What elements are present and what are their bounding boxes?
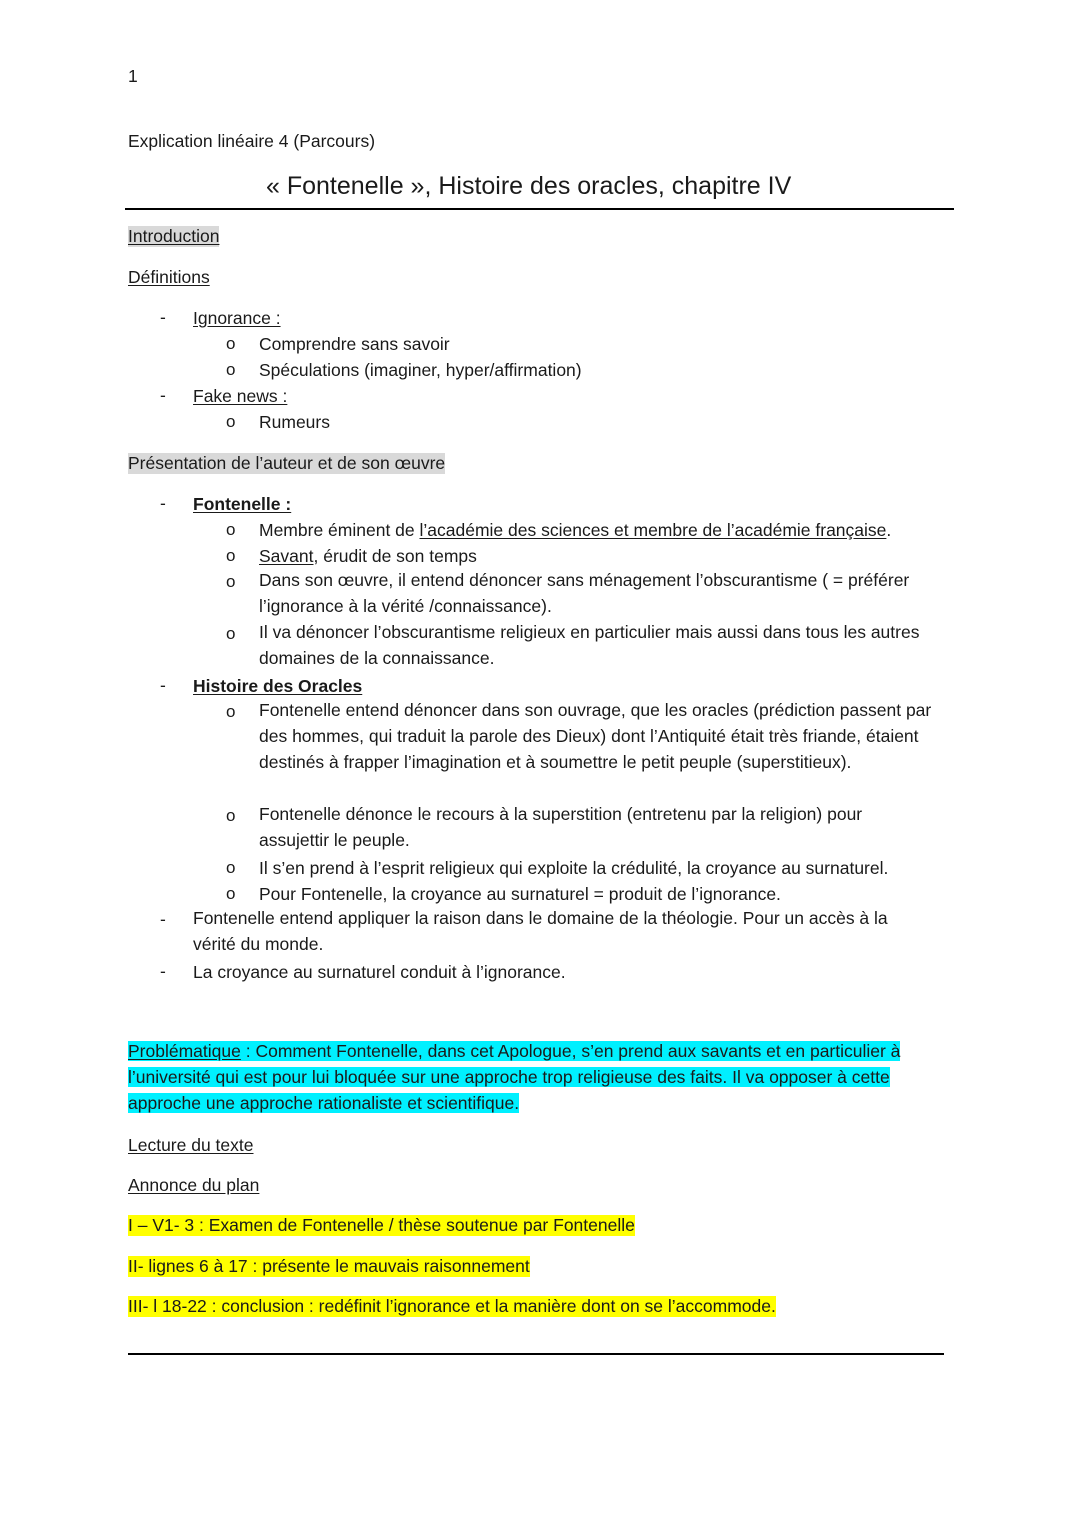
bottom-rule: [128, 1353, 944, 1355]
fontenelle-label: Fontenelle :: [193, 494, 292, 514]
oracles-point: Fontenelle entend dénoncer dans son ouvrage, que les oracles (prédiction passent par des hommes, qui traduit la parole des Dieux) dont l’Antiquité était très friande, étaient destinés à frapper l’imagination et à soumettre le petit peuple (superstitieux).: [259, 700, 932, 772]
fontenelle-point: [259, 546, 477, 567]
circle-bullet-icon: o: [226, 624, 236, 643]
dash-marker: -: [160, 909, 166, 929]
plan-item: III- l 18-22 : conclusion : redéfinit l’ignorance et la manière dont on se l’accommode.: [128, 1296, 776, 1316]
circle-bullet-icon: o: [226, 546, 236, 565]
circle-bullet-icon: o: [226, 334, 236, 353]
plan-item: II- lignes 6 à 17 : présente le mauvais raisonnement: [128, 1256, 530, 1276]
circle-bullet-icon: o: [226, 412, 236, 431]
text-segment: .: [886, 520, 892, 540]
dash-marker: -: [160, 307, 166, 327]
problematique-paragraph: [128, 1038, 948, 1116]
plan-item: I – V1- 3 : Examen de Fontenelle / thèse soutenue par Fontenelle: [128, 1215, 635, 1235]
ignorance-label: Ignorance :: [193, 308, 281, 328]
fontenelle-point: [259, 520, 891, 541]
underlined-segment: Savant: [259, 546, 314, 566]
fakenews-label: Fake news :: [193, 386, 288, 406]
oracles-point: Fontenelle dénonce le recours à la superstition (entretenu par la religion) pour assujettir le peuple.: [259, 804, 863, 850]
text-segment: Membre éminent de: [259, 520, 420, 540]
problematique-text: : Comment Fontenelle, dans cet Apologue, s’en prend aux savants et en particulier à l’université qui est pour lui bloquée sur une approche trop religieuse des faits. Il va opposer à cette approche une approche rationaliste et scientifique.: [128, 1041, 901, 1113]
fontenelle-point: Dans son œuvre, il entend dénoncer sans ménagement l’obscurantisme ( = préférer l’ignorance à la vérité /connaissance).: [259, 570, 910, 616]
oracles-point: Pour Fontenelle, la croyance au surnaturel = produit de l’ignorance.: [259, 884, 781, 904]
title-rule: [125, 208, 954, 210]
dash-marker: -: [160, 385, 166, 405]
presentation-point: La croyance au surnaturel conduit à l’ignorance.: [193, 962, 566, 982]
annonce-heading: Annonce du plan: [128, 1175, 260, 1195]
dash-marker: -: [160, 961, 166, 981]
circle-bullet-icon: o: [226, 884, 236, 903]
circle-bullet-icon: o: [226, 702, 236, 721]
circle-bullet-icon: o: [226, 806, 236, 825]
fontenelle-point: Il va dénoncer l’obscurantisme religieux en particulier mais aussi dans tous les autres domaines de la connaissance.: [259, 622, 920, 668]
oracles-point: Il s’en prend à l’esprit religieux qui exploite la crédulité, la croyance au surnaturel.: [259, 858, 889, 878]
definitions-heading: Définitions: [128, 267, 210, 287]
page-number: 1: [128, 66, 138, 86]
circle-bullet-icon: o: [226, 858, 236, 877]
text-segment: , érudit de son temps: [313, 546, 477, 566]
oracles-label: Histoire des Oracles: [193, 676, 363, 696]
presentation-heading: Présentation de l’auteur et de son œuvre: [128, 453, 446, 473]
document-title: « Fontenelle », Histoire des oracles, chapitre IV: [266, 172, 792, 200]
fakenews-item: Rumeurs: [259, 412, 330, 432]
introduction-heading: Introduction: [128, 226, 220, 246]
circle-bullet-icon: o: [226, 520, 236, 539]
dash-marker: -: [160, 493, 166, 513]
ignorance-item: Comprendre sans savoir: [259, 334, 450, 354]
problematique-label: Problématique: [128, 1041, 241, 1061]
underlined-segment: l’académie des sciences et membre de l’académie française: [419, 520, 887, 540]
document-subtitle: Explication linéaire 4 (Parcours): [128, 131, 376, 151]
ignorance-item: Spéculations (imaginer, hyper/affirmation): [259, 360, 582, 380]
dash-marker: -: [160, 675, 166, 695]
circle-bullet-icon: o: [226, 360, 236, 379]
presentation-point: Fontenelle entend appliquer la raison dans le domaine de la théologie. Pour un accès à la vérité du monde.: [193, 908, 888, 954]
lecture-heading: Lecture du texte: [128, 1135, 254, 1155]
circle-bullet-icon: o: [226, 572, 236, 591]
